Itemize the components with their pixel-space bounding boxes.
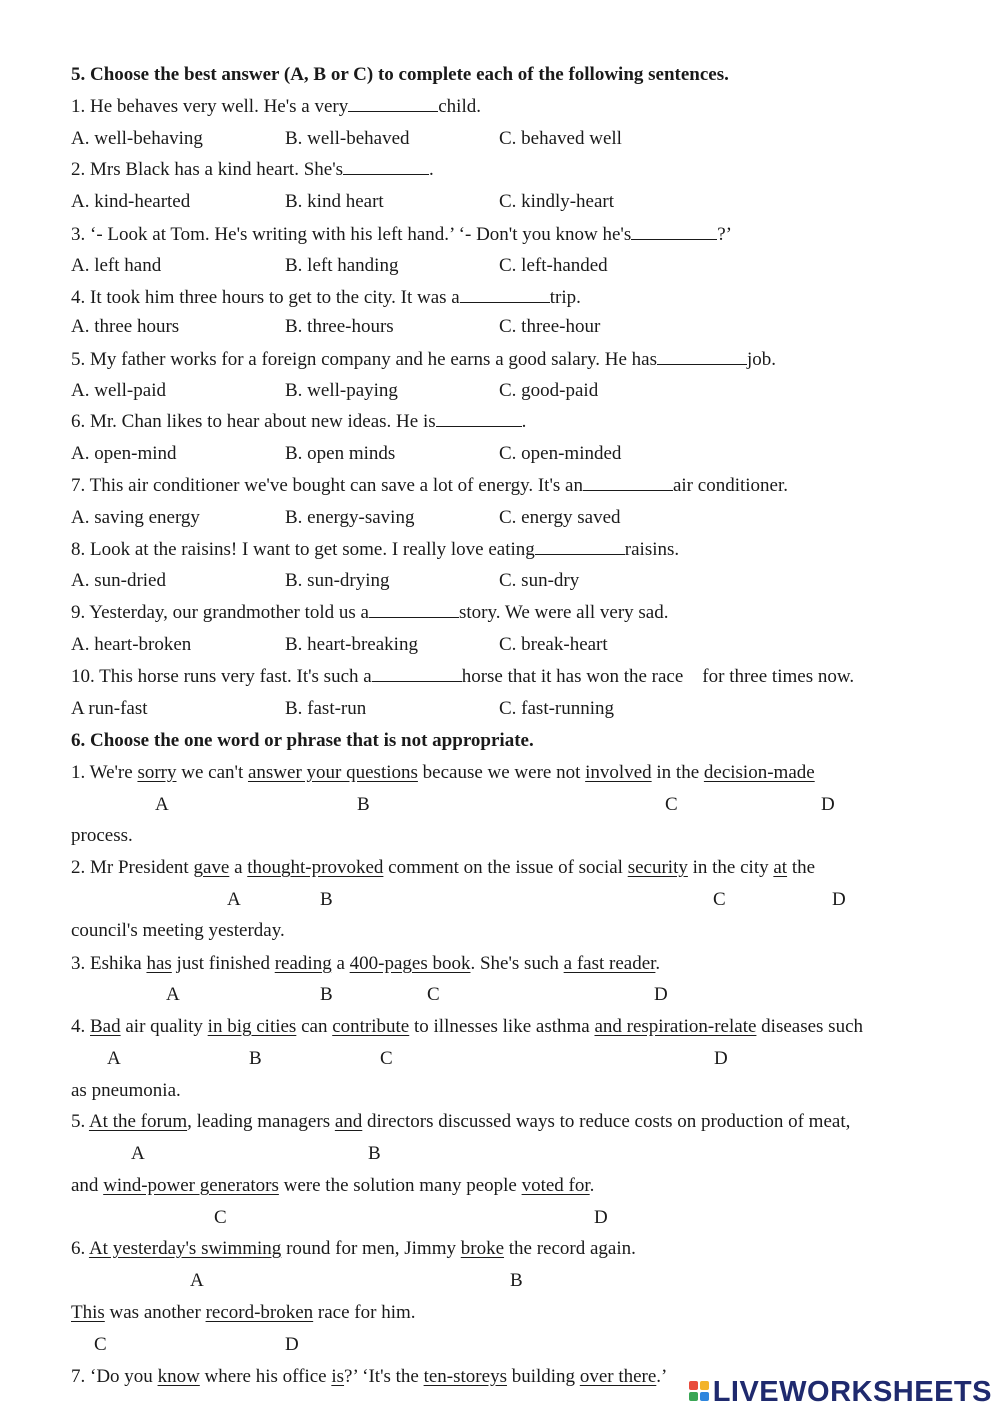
s6-q4-option-d[interactable]: and respiration-relate [594, 1016, 757, 1037]
s6-q1-option-d[interactable]: decision-made [703, 762, 815, 783]
s5-q9-option-c[interactable]: C. break-heart [499, 634, 608, 655]
s5-question-2: 2. Mrs Black has a kind heart. She's . [71, 159, 434, 180]
s5-q2-answer-blank[interactable] [343, 160, 429, 175]
s5-q9-option-b[interactable]: B. heart-breaking [285, 634, 418, 655]
s6-q5-label-b: B [368, 1143, 381, 1164]
s6-q5-option-c[interactable]: wind-power generators [103, 1175, 279, 1196]
s6-q3-option-d[interactable]: a fast reader [563, 953, 656, 974]
s6-q1-option-c[interactable]: involved [585, 762, 652, 783]
s5-q9-answer-blank[interactable] [369, 603, 459, 618]
s6-q5-continuation: and wind-power generators were the solution many people voted for. [71, 1175, 595, 1196]
s5-q8-option-c[interactable]: C. sun-dry [499, 570, 580, 591]
logo-text: LIVEWORKSHEETS [712, 1375, 992, 1408]
s6-q5-option-d[interactable]: voted for [521, 1175, 590, 1196]
s6-q7-option-c[interactable]: ten-storeys [423, 1366, 507, 1387]
s6-question-7: 7. ‘Do you know where his office is?’ ‘It's the ten-storeys building over there.’ [71, 1366, 668, 1387]
s5-q2-option-a[interactable]: A. kind-hearted [71, 191, 191, 212]
s5-q6-option-b[interactable]: B. open minds [285, 443, 396, 464]
s6-q3-option-b[interactable]: reading [274, 953, 332, 974]
s6-q6-option-b[interactable]: broke [460, 1238, 505, 1259]
s5-q7-answer-blank[interactable] [583, 476, 673, 491]
s6-q3-label-d: D [654, 984, 668, 1005]
s6-question-4: 4. Bad air quality in big cities can contribute to illnesses like asthma and respiration-relate diseases such [71, 1016, 864, 1037]
s5-q7-option-c[interactable]: C. energy saved [499, 507, 621, 528]
s6-q4-continuation: as pneumonia. [71, 1080, 181, 1101]
s5-q2-option-c[interactable]: C. kindly-heart [499, 191, 615, 212]
s6-q4-option-c[interactable]: contribute [332, 1016, 410, 1037]
s6-q6-continuation: This was another record-broken race for him. [71, 1302, 416, 1323]
s6-q6-label-c: C [94, 1334, 107, 1355]
s6-q2-option-c[interactable]: security [627, 857, 688, 878]
s6-q2-label-b: B [320, 889, 333, 910]
s5-question-8: 8. Look at the raisins! I want to get some. I really love eating raisins. [71, 539, 680, 560]
s5-q1-option-a[interactable]: A. well-behaving [71, 128, 203, 149]
s5-q7-option-b[interactable]: B. energy-saving [285, 507, 415, 528]
s6-q1-option-a[interactable]: sorry [137, 762, 177, 783]
s5-q5-option-c[interactable]: C. good-paid [499, 380, 599, 401]
s6-q3-option-c[interactable]: 400-pages book [349, 953, 471, 974]
s5-question-5: 5. My father works for a foreign company and he earns a good salary. He has job. [71, 349, 777, 370]
s6-question-3: 3. Eshika has just finished reading a 400-pages book. She's such a fast reader. [71, 953, 661, 974]
s5-question-1: 1. He behaves very well. He's a very child. [71, 96, 481, 117]
s6-q4-option-b[interactable]: in big cities [207, 1016, 297, 1037]
s6-q2-option-a[interactable]: gave [193, 857, 230, 878]
s6-q4-label-d: D [714, 1048, 728, 1069]
s6-q2-label-c: C [713, 889, 726, 910]
s5-question-10: 10. This horse runs very fast. It's such a horse that it has won the race for three times now. [71, 666, 855, 687]
s6-q6-label-b: B [510, 1270, 523, 1291]
s6-q2-option-d[interactable]: at [773, 857, 788, 878]
s6-q5-label-a: A [131, 1143, 145, 1164]
liveworksheets-logo[interactable] [689, 1377, 992, 1407]
s5-question-4: 4. It took him three hours to get to the city. It was a trip. [71, 287, 581, 308]
s6-q4-label-b: B [249, 1048, 262, 1069]
s5-q3-option-b[interactable]: B. left handing [285, 255, 399, 276]
s5-q5-answer-blank[interactable] [657, 350, 747, 365]
section-6-heading: 6. Choose the one word or phrase that is not appropriate. [71, 730, 534, 751]
s5-question-3: 3. ‘- Look at Tom. He's writing with his left hand.’ ‘- Don't you know he's ?’ [71, 224, 732, 245]
s6-q4-label-a: A [107, 1048, 121, 1069]
s6-q6-option-c[interactable]: This [71, 1302, 105, 1323]
s5-question-7: 7. This air conditioner we've bought can save a lot of energy. It's an air conditioner. [71, 475, 788, 496]
s5-q8-answer-blank[interactable] [535, 540, 625, 555]
s6-question-6: 6. At yesterday's swimming round for men, Jimmy broke the record again. [71, 1238, 636, 1259]
s5-q4-option-b[interactable]: B. three-hours [285, 316, 394, 337]
s5-q5-option-b[interactable]: B. well-paying [285, 380, 398, 401]
s5-q8-option-b[interactable]: B. sun-drying [285, 570, 390, 591]
s5-q3-answer-blank[interactable] [631, 225, 717, 240]
s5-q10-answer-blank[interactable] [372, 667, 462, 682]
s6-q4-option-a[interactable]: Bad [90, 1016, 121, 1037]
s5-q4-option-c[interactable]: C. three-hour [499, 316, 601, 337]
s6-question-5: 5. At the forum, leading managers and directors discussed ways to reduce costs on production of meat, [71, 1111, 851, 1132]
s5-question-6: 6. Mr. Chan likes to hear about new ideas. He is . [71, 411, 527, 432]
s5-q4-answer-blank[interactable] [460, 288, 550, 303]
s5-q6-answer-blank[interactable] [436, 412, 522, 427]
s6-q1-label-a: A [155, 794, 169, 815]
s5-q10-option-c[interactable]: C. fast-running [499, 698, 615, 719]
s6-q5-option-a[interactable]: At the forum [88, 1111, 188, 1132]
s6-q5-label-c: C [214, 1207, 227, 1228]
s5-q1-answer-blank[interactable] [348, 97, 438, 112]
logo-grid-icon [689, 1381, 711, 1403]
s6-q1-option-b[interactable]: answer your questions [247, 762, 418, 783]
s6-q1-continuation: process. [71, 825, 133, 846]
s5-q1-option-c[interactable]: C. behaved well [499, 128, 622, 149]
s5-q2-option-b[interactable]: B. kind heart [285, 191, 384, 212]
s6-q2-option-b[interactable]: thought-provoked [247, 857, 384, 878]
s5-q9-option-a[interactable]: A. heart-broken [71, 634, 192, 655]
s6-q2-continuation: council's meeting yesterday. [71, 920, 285, 941]
s6-q3-label-a: A [166, 984, 180, 1005]
s5-q4-option-a[interactable]: A. three hours [71, 316, 180, 337]
s5-q1-option-b[interactable]: B. well-behaved [285, 128, 410, 149]
s6-question-2: 2. Mr President gave a thought-provoked comment on the issue of social security in the city at the [71, 857, 816, 878]
s6-q1-label-c: C [665, 794, 678, 815]
s6-question-1: 1. We're sorry we can't answer your questions because we were not involved in the decision-made [71, 762, 815, 783]
s6-q6-option-a[interactable]: At yesterday's swimming [88, 1238, 282, 1259]
s5-q6-option-a[interactable]: A. open-mind [71, 443, 177, 464]
s6-q1-label-d: D [821, 794, 835, 815]
s5-q10-option-a[interactable]: A run-fast [71, 698, 148, 719]
s5-q3-option-a[interactable]: A. left hand [71, 255, 162, 276]
s6-q6-option-d[interactable]: record-broken [205, 1302, 314, 1323]
s6-q7-option-b[interactable]: is [331, 1366, 345, 1387]
s5-q6-option-c[interactable]: C. open-minded [499, 443, 622, 464]
s5-q10-option-b[interactable]: B. fast-run [285, 698, 367, 719]
s6-q6-label-d: D [285, 1334, 299, 1355]
s5-q7-option-a[interactable]: A. saving energy [71, 507, 200, 528]
s6-q3-label-c: C [427, 984, 440, 1005]
s6-q2-label-a: A [227, 889, 241, 910]
s6-q1-label-b: B [357, 794, 370, 815]
s6-q7-option-a[interactable]: know [157, 1366, 200, 1387]
s6-q3-label-b: B [320, 984, 333, 1005]
s5-question-9: 9. Yesterday, our grandmother told us a story. We were all very sad. [71, 602, 669, 623]
s6-q4-label-c: C [380, 1048, 393, 1069]
s6-q5-option-b[interactable]: and [334, 1111, 363, 1132]
s5-q3-option-c[interactable]: C. left-handed [499, 255, 608, 276]
s6-q7-option-d[interactable]: over there [579, 1366, 657, 1387]
s6-q6-label-a: A [190, 1270, 204, 1291]
section-5-heading: 5. Choose the best answer (A, B or C) to complete each of the following sentences. [71, 64, 729, 85]
s6-q2-label-d: D [832, 889, 846, 910]
s5-q8-option-a[interactable]: A. sun-dried [71, 570, 166, 591]
s5-q5-option-a[interactable]: A. well-paid [71, 380, 166, 401]
s6-q3-option-a[interactable]: has [146, 953, 172, 974]
s6-q5-label-d: D [594, 1207, 608, 1228]
